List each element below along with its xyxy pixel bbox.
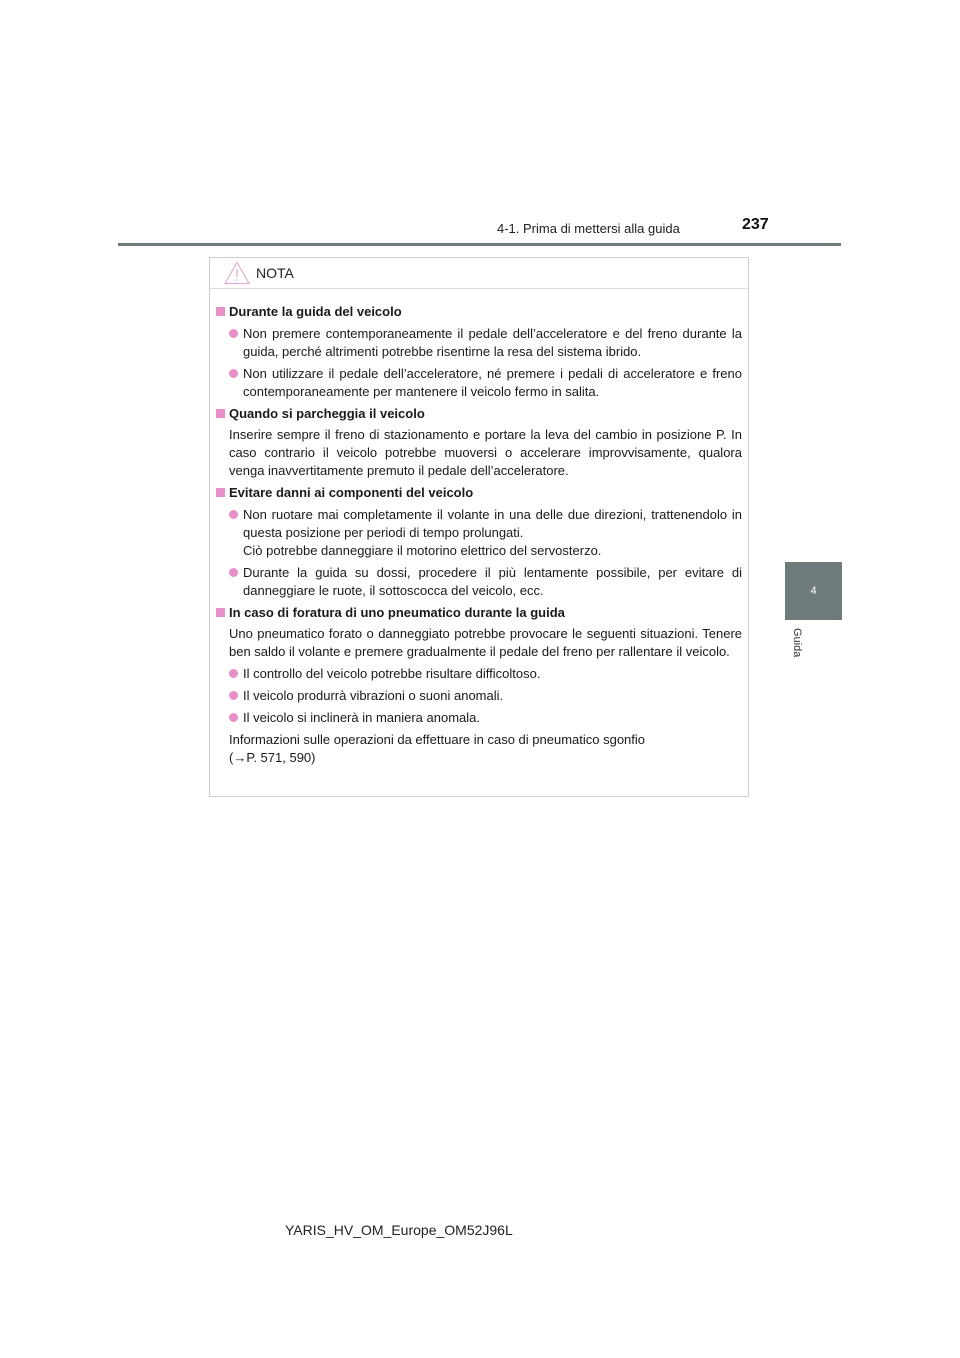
list-item-text: Non premere contemporaneamente il pedale dell’acceleratore e del freno durante la guida, perché altrimenti potrebbe risentirne la resa del sistema ibrido. (243, 326, 742, 359)
paragraph: Inserire sempre il freno di stazionamento e portare la leva del cambio in posizione P. In caso contrario il veicolo potrebbe muoversi o accelerare improvvisamente, qualora venga inavvertitamente premuto il pedale dell’acceleratore. (229, 427, 742, 478)
header-divider (118, 243, 841, 246)
closing-text: Informazioni sulle operazioni da effettuare in caso di pneumatico sgonfio (229, 732, 646, 747)
list-item-text: Il veicolo produrrà vibrazioni o suoni anomali. (243, 688, 504, 703)
round-bullet-icon (229, 691, 238, 700)
chapter-tab[interactable] (785, 562, 842, 620)
round-bullet-icon (229, 713, 238, 722)
round-bullet-icon (229, 329, 238, 338)
round-bullet-icon (229, 510, 238, 519)
section-title-text: In caso di foratura di uno pneumatico durante la guida (229, 605, 565, 620)
section-title-text: Quando si parcheggia il veicolo (229, 406, 425, 421)
page-reference-link[interactable]: (→P. 571, 590) (229, 750, 316, 765)
paragraph: Uno pneumatico forato o danneggiato potrebbe provocare le seguenti situazioni. Tenere ben saldo il volante e premere gradualmente il pedale del freno per rallentare il veicolo. (229, 626, 742, 659)
list-item (229, 506, 742, 560)
section-title (216, 303, 742, 321)
chapter-label: Guida (791, 628, 803, 658)
document-code: YARIS_HV_OM_Europe_OM52J96L (285, 1222, 513, 1238)
warning-triangle-icon (224, 261, 250, 285)
header-section-title: 4-1. Prima di mettersi alla guida (497, 221, 680, 236)
chapter-number: 4 (810, 585, 817, 597)
list-item (229, 325, 742, 361)
section-title (216, 604, 742, 622)
square-bullet-icon (216, 307, 225, 316)
page-number: 237 (742, 216, 769, 233)
note-body (210, 289, 748, 767)
list-item-text: Non ruotare mai completamente il volante in una delle due direzioni, trattenendolo in questa posizione per periodi di tempo prolungati. Ciò potrebbe danneggiare il motorino elettrico del servosterzo. (243, 507, 742, 558)
note-title: NOTA (256, 265, 294, 281)
section-title (216, 484, 742, 502)
list-item-text: Il controllo del veicolo potrebbe risultare difficoltoso. (243, 666, 541, 681)
section-title (216, 405, 742, 423)
note-box (209, 257, 749, 797)
section-title-text: Evitare danni ai componenti del veicolo (229, 485, 474, 500)
section-title-text: Durante la guida del veicolo (229, 304, 402, 319)
list-item (229, 709, 742, 727)
list-item-text: Durante la guida su dossi, procedere il più lentamente possibile, per evitare di danneggiare le ruote, il sottoscocca del veicolo, ecc. (243, 565, 742, 598)
list-item (229, 687, 742, 705)
list-item (229, 564, 742, 600)
square-bullet-icon (216, 608, 225, 617)
paragraph (229, 731, 742, 767)
round-bullet-icon (229, 568, 238, 577)
square-bullet-icon (216, 409, 225, 418)
list-item-text: Il veicolo si inclinerà in maniera anomala. (243, 710, 481, 725)
list-item (229, 365, 742, 401)
note-header (210, 258, 748, 289)
square-bullet-icon (216, 488, 225, 497)
list-item (229, 665, 742, 683)
round-bullet-icon (229, 669, 238, 678)
round-bullet-icon (229, 369, 238, 378)
list-item-text: Non utilizzare il pedale dell’acceleratore, né premere i pedali di acceleratore e freno contemporaneamente per mantenere il veicolo fermo in salita. (243, 366, 742, 399)
